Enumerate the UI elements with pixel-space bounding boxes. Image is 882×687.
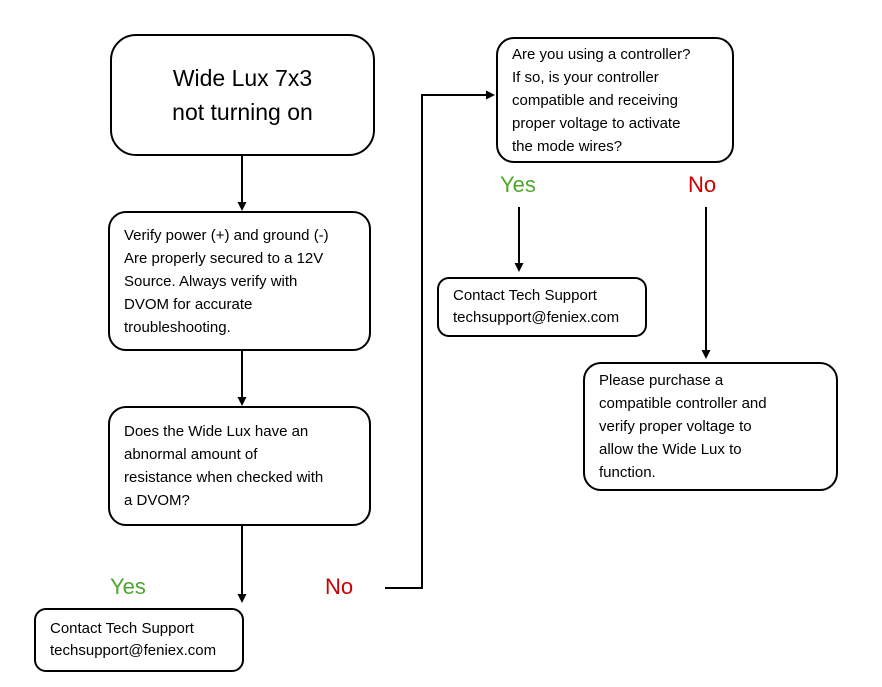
node-controller-check bbox=[496, 37, 734, 163]
node-resistance-check-line-1: Does the Wide Lux have an bbox=[124, 423, 309, 440]
node-controller-check-line-4: proper voltage to activate bbox=[512, 114, 681, 132]
node-purchase-controller-line-1: Please purchase a bbox=[599, 372, 724, 389]
node-verify-power-line-1: Verify power (+) and ground (-) bbox=[124, 226, 329, 244]
node-resistance-check-line-4: a DVOM? bbox=[124, 492, 190, 509]
node-controller-check-line-2: If so, is your controller bbox=[512, 68, 659, 86]
node-contact-support-left-line-1: Contact Tech Support bbox=[50, 620, 194, 637]
node-controller-check-line-1: Are you using a controller? bbox=[512, 45, 691, 63]
node-start-line-1: Wide Lux 7x3 bbox=[172, 65, 313, 91]
node-purchase-controller-line-3: verify proper voltage to bbox=[599, 418, 752, 435]
node-contact-support-left bbox=[34, 608, 244, 672]
label-yes-resistance: Yes bbox=[110, 574, 146, 599]
node-resistance-check bbox=[108, 406, 371, 526]
node-purchase-controller-line-2: compatible controller and bbox=[599, 395, 767, 412]
node-purchase-controller bbox=[583, 362, 838, 491]
node-verify-power-line-4: DVOM for accurate bbox=[124, 295, 253, 313]
node-controller-check-line-3: compatible and receiving bbox=[512, 91, 678, 109]
node-start-line-2: not turning on bbox=[172, 99, 313, 125]
node-verify-power bbox=[108, 211, 371, 351]
node-controller-check-line-5: the mode wires? bbox=[512, 137, 623, 155]
label-yes-controller: Yes bbox=[500, 172, 536, 197]
node-resistance-check-line-3: resistance when checked with bbox=[124, 469, 324, 486]
label-no-controller: No bbox=[688, 172, 717, 197]
node-resistance-check-line-2: abnormal amount of bbox=[124, 446, 258, 463]
node-contact-support-right-line-1: Contact Tech Support bbox=[453, 287, 597, 304]
label-no-resistance: No bbox=[325, 574, 354, 599]
node-purchase-controller-line-4: allow the Wide Lux to bbox=[599, 441, 742, 458]
node-contact-support-right bbox=[437, 277, 647, 337]
node-contact-support-right-line-2: techsupport@feniex.com bbox=[453, 309, 620, 326]
node-purchase-controller-line-5: function. bbox=[599, 464, 656, 481]
node-verify-power-line-5: troubleshooting. bbox=[124, 318, 231, 336]
node-verify-power-line-2: Are properly secured to a 12V bbox=[124, 249, 324, 267]
node-start bbox=[110, 34, 375, 156]
node-verify-power-line-3: Source. Always verify with bbox=[124, 272, 298, 290]
node-contact-support-left-line-2: techsupport@feniex.com bbox=[50, 642, 217, 659]
